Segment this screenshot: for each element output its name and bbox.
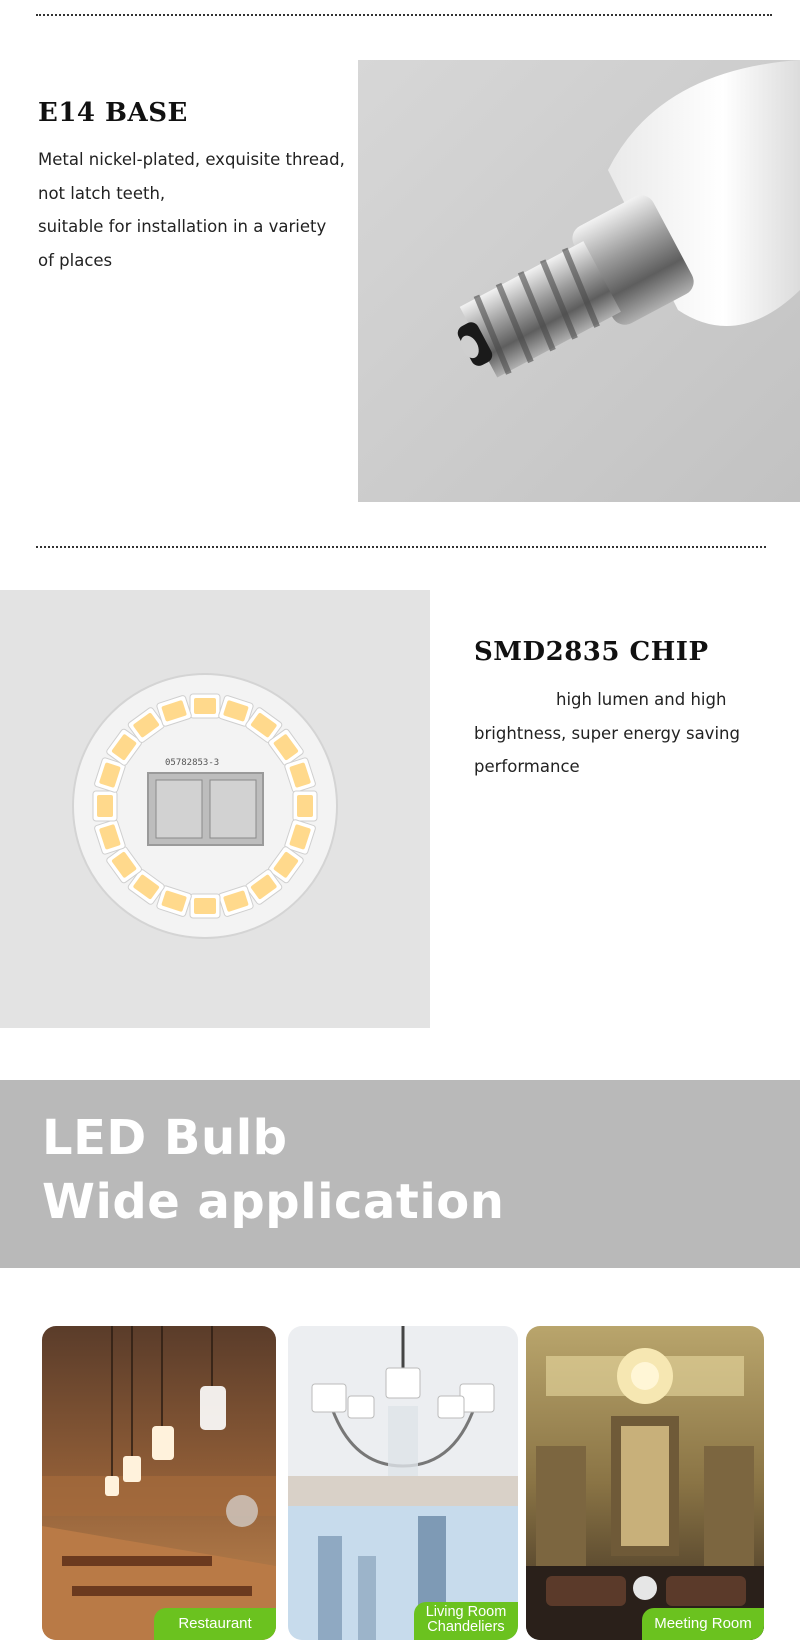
led-phosphor: [194, 898, 216, 914]
smd-chip-title: SMD2835 CHIP: [474, 637, 709, 667]
smd-line-1: high lumen and high: [556, 690, 727, 709]
living-room-label-line-1: Living Room: [425, 1604, 507, 1620]
e14-base-photo: [358, 60, 800, 502]
e14-line-3: suitable for installation in a variety: [38, 217, 327, 236]
smd-chip-photo: [0, 590, 430, 1028]
smd-line-3: performance: [474, 757, 580, 776]
application-label-living-room: [414, 1602, 518, 1640]
application-card-restaurant: [42, 1326, 276, 1640]
smd-chip-description: [474, 683, 740, 784]
e14-line-1: Metal nickel-plated, exquisite thread,: [38, 150, 345, 169]
led-phosphor: [97, 795, 113, 817]
meeting-room-label-text: Meeting Room: [654, 1615, 752, 1632]
smd-line-2: brightness, super energy saving: [474, 723, 740, 743]
led-phosphor: [194, 698, 216, 714]
living-room-label-line-2: Chandeliers: [427, 1619, 505, 1635]
e14-base-title: E14 BASE: [38, 98, 188, 128]
application-label-meeting-room: [642, 1608, 764, 1640]
e14-base-description: [38, 143, 345, 277]
application-card-meeting-room: [526, 1326, 764, 1640]
divider-top: [36, 14, 772, 16]
e14-line-4: of places: [38, 250, 113, 270]
e14-line-2: not latch teeth,: [38, 183, 166, 203]
divider-middle: [36, 546, 766, 548]
banner-line-1: LED Bulb: [42, 1110, 288, 1166]
restaurant-label-text: Restaurant: [178, 1615, 252, 1632]
led-phosphor: [297, 795, 313, 817]
chip-code-label: 05782853-3: [165, 758, 220, 768]
application-card-living-room: [288, 1326, 518, 1640]
wide-application-banner: [0, 1080, 800, 1268]
banner-line-2: Wide application: [42, 1174, 505, 1230]
application-label-restaurant: [154, 1608, 276, 1640]
